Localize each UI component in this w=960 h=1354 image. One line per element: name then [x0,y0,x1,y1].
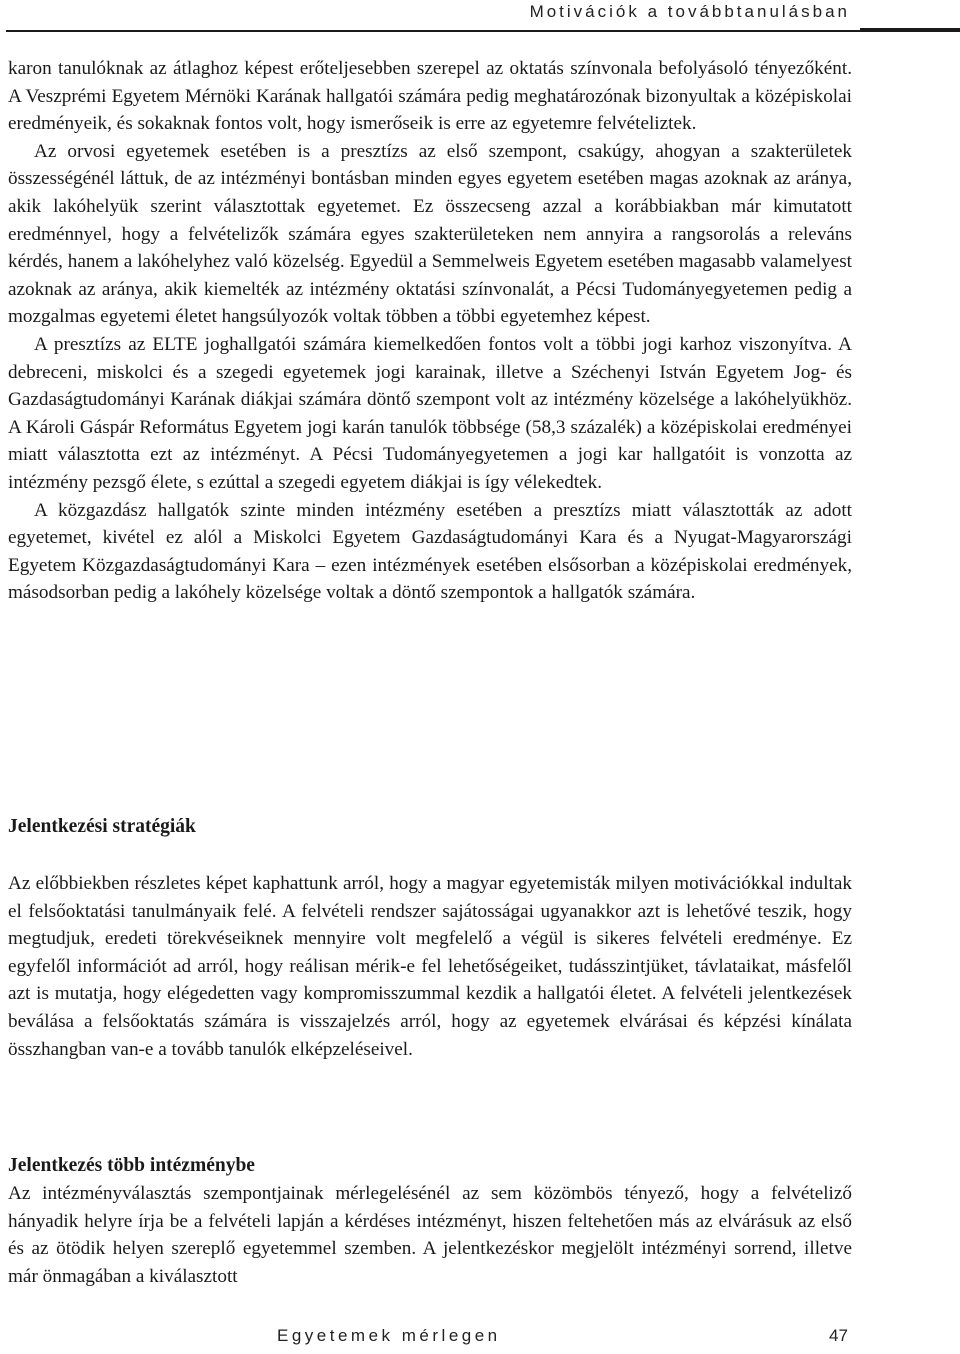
running-head: Motivációk a továbbtanulásban [529,2,850,21]
section-1-paragraph: Az előbbiekben részletes képet kaphattunk arról, hogy a magyar egyetemisták milyen motivációkkal indultak el felsőoktatási tanulmányaik felé. A felvételi rendszer sajátosságai ugyanakkor azt is lehetővé teszik, hogy megtudjuk, eredeti törekvéseiknek mennyire volt megfelelő a végül is sikeres felvételi eredménye. Ez egyfelől információt ad arról, hogy reálisan mérik-e fel lehetőségeiket, tudásszintjüket, távlataikat, másfelől azt is mutatja, hogy elégedetten vagy kompromisszummal kezdik a hallgatói életet. A felvételi jelentkezések beválása a felsőoktatás számára is visszajelzés arról, hogy az egyetemek elvárásai és képzési kínálata összhangban van-e a tovább tanulók elképzeléseivel. [8,873,852,1060]
section-2-text [8,1180,852,1290]
section-heading-jelentkezes-tobb-intezmenybe: Jelentkezés több intézménybe [8,1155,255,1176]
paragraph-1: karon tanulóknak az átlaghoz képest erőteljesebben szerepel az oktatás színvonala befolyásoló tényezőként. A Veszprémi Egyetem Mérnöki Karának hallgatói számára pedig meghatározónak bizonyultak a középiskolai eredményeik, és sokaknak fontos volt, hogy ismerőseik is erre az egyetemre felvételiztek. [8,58,852,135]
section-2-paragraph: Az intézményválasztás szempontjainak mérlegelésénél az sem közömbös tényező, hogy a felvételiző hányadik helyre írja be a felvételi lapján a kérdéses intézményt, hiszen feltehetően más az elvárásuk az első és az ötödik helyen szereplő egyetemmel szemben. A jelentkezéskor megjelölt intézményi sorrend, illetve már önmagában a kiválasztott [8,1183,852,1287]
paragraph-3: A presztízs az ELTE joghallgatói számára kiemelkedően fontos volt a többi jogi karhoz viszonyítva. A debreceni, miskolci és a szegedi egyetemek jogi karainak, illetve a Széchenyi István Egyetem Jog- és Gazdaságtudományi Karának diákjai számára döntő szempont volt az intézmény közelsége a lakóhelyükhöz. A Károli Gáspár Református Egyetem jogi karán tanulók többsége (58,3 százalék) a középiskolai eredményei miatt választotta ezt az intézményt. A Pécsi Tudományegyetemen a jogi kar hallgatóit is vonzotta az intézmény pezsgő élete, s ezúttal a szegedi egyetem diákjai is így vélekedtek. [8,333,852,493]
paragraph-2: Az orvosi egyetemek esetében is a presztízs az első szempont, csakúgy, ahogyan a szakterületek összességénél láttuk, de az intézményi bontásban minden egyes egyetem esetében magas azoknak az aránya, akik lakóhelyük szerint választottak egyetemet. Ez összecseng azzal a korábbiakban már kimutatott eredménnyel, hogy a felvételizők számára egyes szakterületeken nem annyira a rangsorolás a releváns kérdés, hanem a lakóhelyhez való közelség. Egyedül a Semmelweis Egyetem esetében magasabb valamelyest azoknak az aránya, akik kiemelték az intézmény oktatási színvonalát, a Pécsi Tudományegyetemen pedig a mozgalmas egyetemi életet hangsúlyozók voltak többen a többi egyetemhez képest. [8,140,852,328]
page-number: 47 [829,1326,848,1345]
footer-book-title: Egyetemek mérlegen [277,1326,501,1345]
header-rule [6,30,960,32]
section-heading-jelentkezesi-strategiak: Jelentkezési stratégiák [8,816,196,837]
section-1-text [8,870,852,1063]
paragraph-4: A közgazdász hallgatók szinte minden intézmény esetében a presztízs miatt választották az adott egyetemet, kivétel ez alól a Miskolci Egyetem Gazdaságtudományi Kara és a Nyugat-Magyarországi Egyetem Közgazdaságtudományi Kara – ezen intézmények esetében elsősorban a középiskolai eredmények, másodsorban pedig a lakóhely közelsége voltak a döntő szempontok a hallgatók számára. [8,499,852,604]
body-text [8,55,852,607]
